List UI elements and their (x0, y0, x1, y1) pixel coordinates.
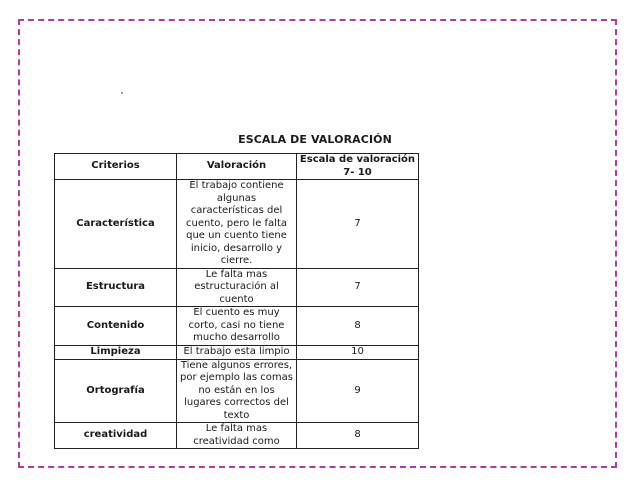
valoracion-cell: Le falta mas creatividad como (177, 423, 297, 449)
criterio-cell: creatividad (55, 423, 177, 449)
table-row (55, 268, 419, 307)
valoracion-cell: Tiene algunos errores, por ejemplo las comas no están en los lugares correctos del texto (177, 359, 297, 423)
header-escala: Escala de valoración 7- 10 (297, 154, 419, 180)
criterio-cell: Característica (55, 180, 177, 269)
table-row (55, 307, 419, 346)
table-header-row (55, 154, 419, 180)
table-row (55, 423, 419, 449)
valoracion-cell: El trabajo esta limpio (177, 345, 297, 359)
criterio-cell: Ortografía (55, 359, 177, 423)
escala-cell: 7 (297, 180, 419, 269)
table-row (55, 180, 419, 269)
header-valoracion: Valoración (177, 154, 297, 180)
escala-cell: 7 (297, 268, 419, 307)
criterio-cell: Estructura (55, 268, 177, 307)
escala-cell: 8 (297, 307, 419, 346)
criterio-cell: Contenido (55, 307, 177, 346)
escala-cell: 10 (297, 345, 419, 359)
valoracion-cell: Le falta mas estructuración al cuento (177, 268, 297, 307)
table-row (55, 345, 419, 359)
rating-scale-table (54, 153, 419, 449)
criterio-cell: Limpieza (55, 345, 177, 359)
escala-cell: 9 (297, 359, 419, 423)
header-criterios: Criterios (55, 154, 177, 180)
valoracion-cell: El trabajo contiene algunas características del cuento, pero le falta que un cuento tiene inicio, desarrollo y cierre. (177, 180, 297, 269)
table-row (55, 359, 419, 423)
valoracion-cell: El cuento es muy corto, casi no tiene mucho desarrollo (177, 307, 297, 346)
document-title: ESCALA DE VALORACIÓN (238, 133, 392, 146)
escala-cell: 8 (297, 423, 419, 449)
stray-dot (121, 92, 123, 94)
